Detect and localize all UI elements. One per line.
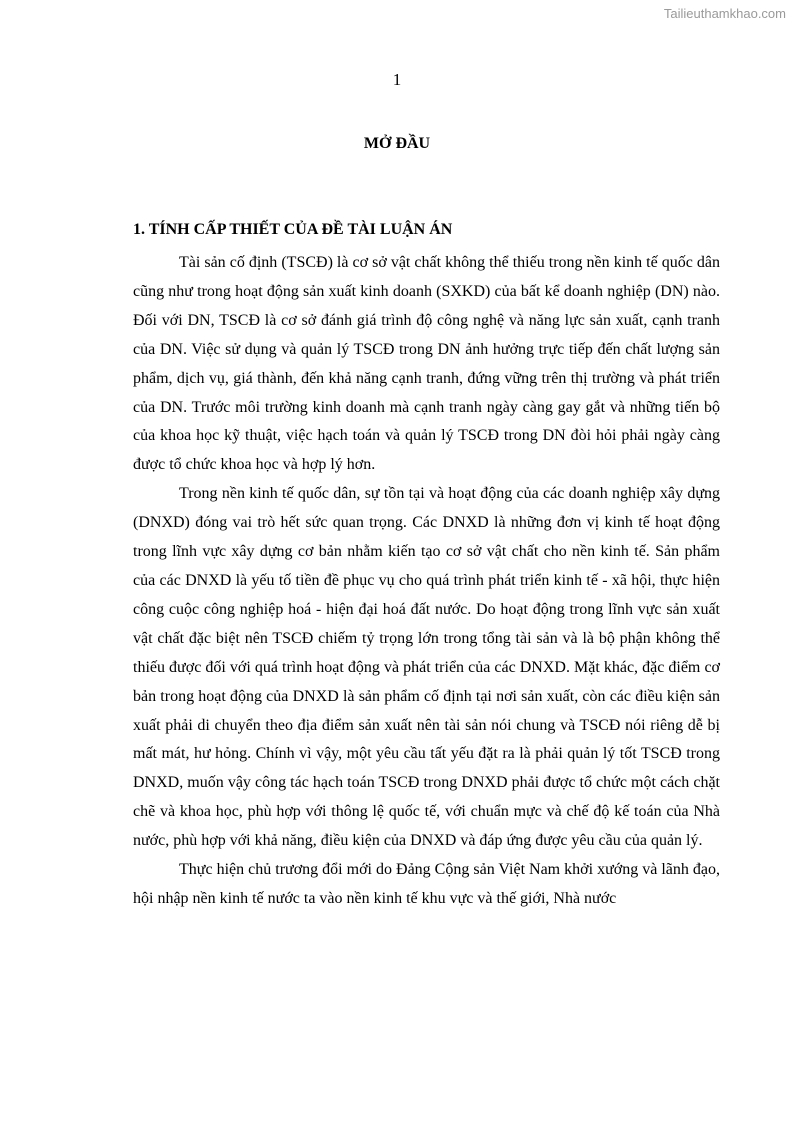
body-text (133, 249, 720, 914)
section-heading: 1. TÍNH CẤP THIẾT CỦA ĐỀ TÀI LUẬN ÁN (133, 221, 453, 238)
watermark-text: Tailieuthamkhao.com (663, 6, 786, 21)
paragraph: Thực hiện chủ trương đổi mới do Đảng Cộng sản Việt Nam khởi xướng và lãnh đạo, hội nhập nền kinh tế nước ta vào nền kinh tế khu vực và thế giới, Nhà nước (133, 861, 720, 907)
paragraph: Trong nền kinh tế quốc dân, sự tồn tại và hoạt động của các doanh nghiệp xây dựng (DNXD) đóng vai trò hết sức quan trọng. Các DNXD là những đơn vị kinh tế hoạt động trong lĩnh vực xây dựng cơ bản nhằm kiến tạo cơ sở vật chất cho nền kinh tế. Sản phẩm của các DNXD là yếu tố tiền đề phục vụ cho quá trình phát triển kinh tế - xã hội, thực hiện công cuộc công nghiệp hoá - hiện đại hoá đất nước. Do hoạt động trong lĩnh vực sản xuất vật chất đặc biệt nên TSCĐ chiếm tỷ trọng lớn trong tổng tài sản và là bộ phận không thể thiếu được đối với quá trình hoạt động và phát triển của các DNXD. Mặt khác, đặc điểm cơ bản trong hoạt động của DNXD là sản phẩm cố định tại nơi sản xuất, còn các điều kiện sản xuất phải di chuyển theo địa điểm sản xuất nên tài sản nói chung và TSCĐ nói riêng dễ bị mất mát, hư hỏng. Chính vì vậy, một yêu cầu tất yếu đặt ra là phải quản lý tốt TSCĐ trong DNXD, muốn vậy công tác hạch toán TSCĐ trong DNXD phải được tổ chức một cách chặt chẽ và khoa học, phù hợp với thông lệ quốc tế, với chuẩn mực và chế độ kế toán của Nhà nước, phù hợp với khả năng, điều kiện của DNXD và đáp ứng được yêu cầu của quản lý. (133, 485, 720, 850)
page-number: 1 (392, 70, 402, 89)
document-title: MỞ ĐẦU (363, 135, 431, 152)
paragraph: Tài sản cố định (TSCĐ) là cơ sở vật chất không thể thiếu trong nền kinh tế quốc dân cũng như trong hoạt động sản xuất kinh doanh (SXKD) của bất kể doanh nghiệp (DN) nào. Đối với DN, TSCĐ là cơ sở đánh giá trình độ công nghệ và năng lực sản xuất, cạnh tranh của DN. Việc sử dụng và quản lý TSCĐ trong DN ảnh hưởng trực tiếp đến chất lượng sản phẩm, dịch vụ, giá thành, đến khả năng cạnh tranh, đứng vững trên thị trường và phát triển của DN. Trước môi trường kinh doanh mà cạnh tranh ngày càng gay gắt và những tiến bộ của khoa học kỹ thuật, việc hạch toán và quản lý TSCĐ trong DN đòi hỏi phải ngày càng được tổ chức khoa học và hợp lý hơn. (133, 254, 720, 474)
